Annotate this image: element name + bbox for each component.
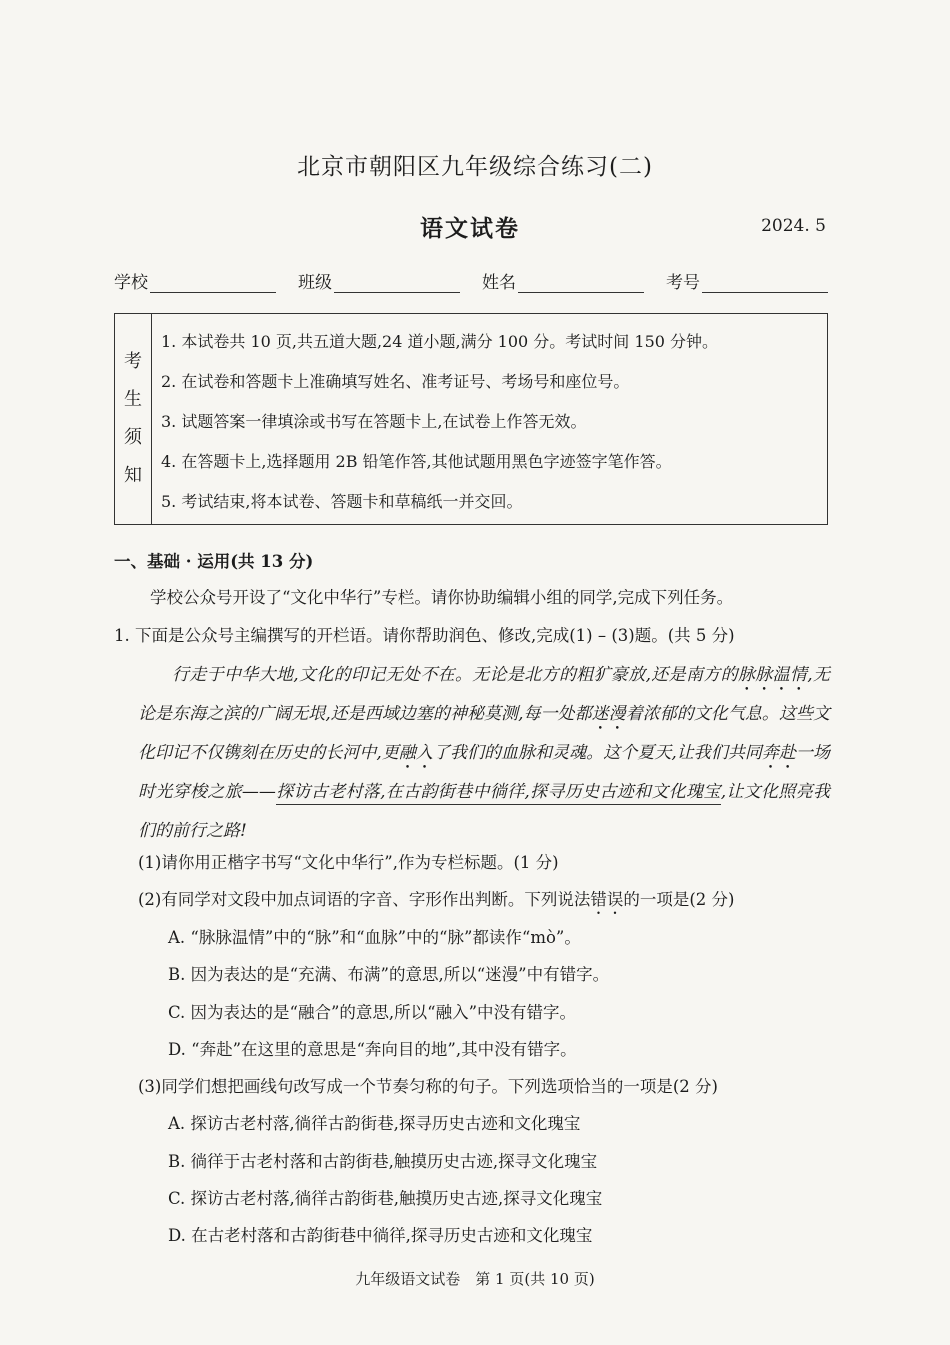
dotted-word: 奔赴: [761, 743, 796, 763]
name-label: 姓名: [482, 273, 516, 293]
exam-number-label: 考号: [666, 273, 700, 293]
sub-question-2: (2)有同学对文段中加点词语的字音、字形作出判断。下列说法错误的一项是(2 分): [138, 890, 735, 909]
sub-question-1: (1)请你用正楷字书写“文化中华行”,作为专栏标题。(1 分): [138, 853, 559, 872]
section-intro: 学校公众号开设了“文化中华行”专栏。请你协助编辑小组的同学,完成下列任务。: [150, 588, 734, 607]
notice-item: 3. 试题答案一律填涂或书写在答题卡上,在试卷上作答无效。: [161, 412, 587, 431]
option-item[interactable]: C. 探访古老村落,徜徉古韵街巷,触摸历史古迹,探寻文化瑰宝: [168, 1189, 603, 1208]
option-item[interactable]: B. 徜徉于古老村落和古韵街巷,触摸历史古迹,探寻文化瑰宝: [168, 1152, 598, 1171]
option-item[interactable]: C. 因为表达的是“融合”的意思,所以“融入”中没有错字。: [168, 1003, 577, 1022]
name-blank[interactable]: [518, 272, 644, 293]
section-heading: 一、基础 · 运用(共 13 分): [114, 552, 314, 571]
notice-item: 5. 考试结束,将本试卷、答题卡和草稿纸一并交回。: [161, 492, 523, 511]
school-blank[interactable]: [150, 272, 276, 293]
opening-passage: 行走于中华大地,文化的印记无处不在。无论是北方的粗犷豪放,还是南方的脉脉温情,无论是东海之滨的广阔无垠,还是西域边塞的神秘莫测,每一处都迷漫着浓郁的文化气息。这些文化印记不仅镌刻在历史的长河中,更融入了我们的血脉和灵魂。这个夏天,让我们共同奔赴一场时光穿梭之旅——探访古老村落,在古韵街巷中徜徉,探寻历史古迹和文化瑰宝,让文化照亮我们的前行之路!: [138, 665, 831, 841]
notice-item: 4. 在答题卡上,选择题用 2B 铅笔作答,其他试题用黑色字迹签字笔作答。: [161, 452, 672, 471]
underlined-sentence: 探访古老村落,在古韵街巷中徜徉,探寻历史古迹和文化瑰宝: [276, 782, 721, 805]
option-item[interactable]: B. 因为表达的是“充满、布满”的意思,所以“迷漫”中有错字。: [168, 965, 610, 984]
exam-subject: 语文试卷: [420, 215, 520, 242]
question-1: 1. 下面是公众号主编撰写的开栏语。请你帮助润色、修改,完成(1) – (3)题。(共 5 分): [114, 626, 735, 645]
dotted-word: 迷漫: [591, 704, 626, 724]
option-item[interactable]: A. “脉脉温情”中的“脉”和“血脉”中的“脉”都读作“mò”。: [168, 928, 581, 947]
exam-date: 2024. 5: [761, 216, 826, 236]
sub-question-3: (3)同学们想把画线句改写成一个节奏匀称的句子。下列选项恰当的一项是(2 分): [138, 1077, 718, 1096]
dotted-word: 融入: [398, 743, 433, 763]
exam-number-blank[interactable]: [702, 272, 828, 293]
dotted-word: 脉脉温情: [737, 665, 808, 685]
option-item[interactable]: D. “奔赴”在这里的意思是“奔向目的地”,其中没有错字。: [168, 1040, 577, 1059]
student-info-row: [114, 268, 828, 293]
notice-item: 2. 在试卷和答题卡上准确填写姓名、准考证号、考场号和座位号。: [161, 372, 630, 391]
exam-number-field[interactable]: [666, 268, 828, 293]
notice-heading: 考 生 须 知: [115, 314, 152, 524]
option-item[interactable]: D. 在古老村落和古韵街巷中徜徉,探寻历史古迹和文化瑰宝: [168, 1226, 593, 1245]
class-blank[interactable]: [334, 272, 460, 293]
exam-title: 北京市朝阳区九年级综合练习(二): [297, 154, 653, 180]
class-label: 班级: [298, 273, 332, 293]
dotted-word: 错误: [590, 890, 624, 909]
school-label: 学校: [114, 273, 148, 293]
notice-list: [152, 314, 718, 524]
class-field[interactable]: [298, 268, 460, 293]
notice-item: 1. 本试卷共 10 页,共五道大题,24 道小题,满分 100 分。考试时间 150 分钟。: [161, 332, 719, 351]
option-item[interactable]: A. 探访古老村落,徜徉古韵街巷,探寻历史古迹和文化瑰宝: [168, 1114, 581, 1133]
page-footer: 九年级语文试卷 第 1 页(共 10 页): [355, 1270, 595, 1288]
school-field[interactable]: [114, 268, 276, 293]
name-field[interactable]: [482, 268, 644, 293]
candidate-notice-box: [114, 313, 828, 525]
